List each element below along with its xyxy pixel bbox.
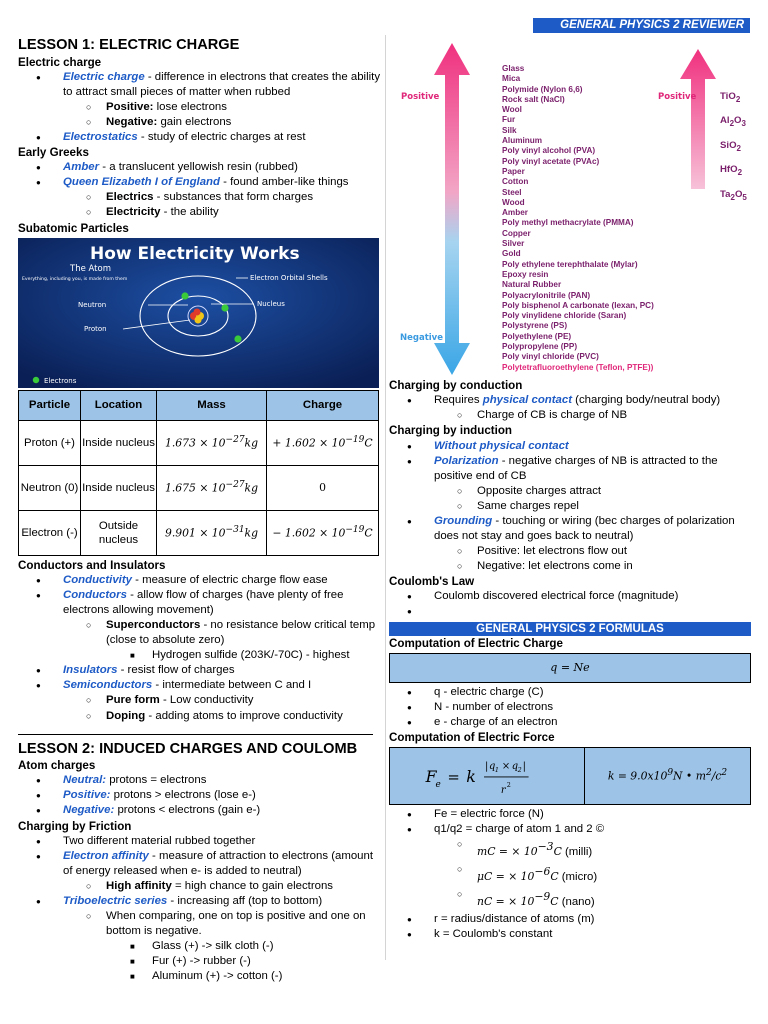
list-item	[389, 439, 751, 454]
definition: protons = electrons	[106, 774, 207, 787]
definition: - Low conductivity	[159, 694, 254, 707]
tribo-material-item: Paper	[502, 166, 525, 176]
location-cell: Inside nucleus	[81, 420, 157, 465]
definition: Two different material rubbed together	[63, 834, 256, 847]
force-computation-heading: Computation of Electric Force	[389, 730, 555, 744]
table-row	[19, 420, 379, 465]
subatomic-table	[18, 390, 379, 556]
definition: protons > electrons (lose e-)	[110, 789, 256, 802]
list-item	[389, 544, 751, 559]
definition: - measure of attraction to electrons (amount of energy released when e- is added to neutral)	[63, 849, 373, 877]
right-column	[389, 35, 751, 942]
definition: Charge of CB is charge of NB	[477, 409, 628, 422]
term: Negative:	[106, 115, 158, 128]
list-item	[18, 130, 380, 145]
tribo-material-item: Aluminum	[502, 136, 543, 146]
term: Electron affinity	[63, 849, 149, 862]
definition: Negative: let electrons come in	[477, 560, 633, 573]
definition: Positive: let electrons flow out	[477, 545, 628, 558]
list-item	[18, 190, 380, 205]
definition: - found amber-like things	[219, 176, 349, 189]
oxide-item: SiO$_2$	[720, 139, 741, 153]
document-header-banner: GENERAL PHYSICS 2 REVIEWER	[533, 18, 750, 33]
definition: - substances that form charges	[153, 191, 314, 204]
tribo-material-item: Glass	[502, 64, 525, 73]
svg-text:q: q	[488, 761, 496, 773]
term: Semiconductors	[63, 679, 153, 692]
term: physical contact	[482, 394, 573, 407]
term: High affinity	[106, 879, 172, 892]
charge-formula: q = Ne	[550, 660, 590, 674]
tribo-material-item: Cotton	[502, 177, 529, 187]
charge-formula-box	[389, 653, 751, 683]
list-item: ○ nC = × $10^{-9}C$ (nano)	[389, 887, 751, 912]
term: Doping	[106, 709, 146, 722]
lesson2-title: LESSON 2: INDUCED CHARGES AND COULOMB	[18, 740, 358, 757]
negative-label: Negative	[400, 333, 443, 343]
column-divider	[385, 35, 386, 960]
table-row	[19, 465, 379, 510]
charge-cell: + $1.602 \times 10^{-19}C$	[267, 420, 379, 465]
early-greeks-heading: Early Greeks	[18, 146, 89, 160]
term: Without physical contact	[434, 439, 569, 452]
term: Electric charge	[63, 70, 145, 83]
list-item	[389, 454, 751, 484]
conductors-list	[18, 573, 380, 723]
tribo-material-item: Copper	[502, 228, 531, 238]
term: Grounding	[434, 514, 493, 527]
definition: Coulomb discovered electrical force (magnitude)	[434, 590, 679, 603]
svg-text:r: r	[500, 785, 506, 797]
electron-dot	[234, 335, 241, 342]
charge-cell: 0	[267, 465, 379, 510]
coulomb-heading: Coulomb's Law	[389, 575, 475, 589]
list-item: ○ mC = × $10^{-3}C$ (milli)	[389, 837, 751, 862]
list-item: ● k = Coulomb's constant	[389, 927, 751, 942]
column-header: Location	[81, 390, 157, 420]
definition: - negative charges of NB is attracted to the positive end of CB	[434, 454, 718, 482]
tribo-material-item: Rock salt (NaCl)	[502, 94, 565, 104]
definition: gain electrons	[157, 115, 232, 128]
friction-heading: Charging by Friction	[18, 819, 132, 833]
electron-dot	[221, 304, 228, 311]
early-greeks-list	[18, 160, 380, 220]
list-item	[18, 834, 380, 849]
table-row	[19, 510, 379, 555]
mass-cell: $1.673 \times 10^{-27}kg$	[157, 420, 267, 465]
tribo-material-item: Poly vinyl chloride (PVC)	[502, 352, 599, 362]
term: Insulators	[63, 664, 118, 677]
term: Positive:	[106, 100, 154, 113]
electric-charge-heading: Electric charge	[18, 55, 102, 69]
tribo-material-item: Poly vinyl alcohol (PVA)	[502, 146, 596, 156]
term: Pure form	[106, 694, 160, 707]
definition: Glass (+) -> silk cloth (-)	[152, 940, 274, 953]
up-arrow-icon	[680, 49, 716, 189]
list-item	[18, 709, 380, 724]
list-item: ● q1/q2 = charge of atom 1 and 2 ©	[389, 822, 751, 837]
list-item: ● N - number of electrons	[389, 700, 751, 715]
column-header: Mass	[157, 390, 267, 420]
tribo-material-item: Polypropylene (PP)	[502, 342, 578, 352]
term: Electrostatics	[63, 130, 138, 143]
definition: - difference in electrons that creates the ability to attract small pieces of matter when rubbed	[63, 70, 381, 98]
tribo-material-item: Poly vinylidene chloride (Saran)	[502, 311, 627, 321]
term: Negative:	[63, 804, 115, 817]
definition: - a translucent yellowish resin (rubbed)	[99, 161, 298, 174]
atom-diagram-svg	[18, 238, 379, 388]
list-item	[18, 909, 380, 939]
svg-text:F: F	[425, 767, 437, 787]
svg-text:e: e	[435, 780, 441, 791]
section-divider	[18, 734, 373, 735]
particle-cell: Electron (-)	[19, 510, 81, 555]
list-item	[389, 408, 751, 423]
tribo-material-item: Silk	[502, 125, 517, 135]
list-item: ● Requires physical contact (charging body/neutral body)	[389, 393, 751, 408]
tribo-material-item: Polyacrylonitrile (PAN)	[502, 290, 591, 300]
definition: protons < electrons (gain e-)	[114, 804, 261, 817]
label-shells: Electron Orbital Shells	[250, 273, 328, 282]
induction-heading: Charging by induction	[389, 424, 513, 438]
list-item	[389, 484, 751, 499]
location-cell: Outside nucleus	[81, 510, 157, 555]
tribo-material-item: Poly ethylene terephthalate (Mylar)	[502, 259, 638, 269]
list-item	[389, 559, 751, 574]
list-item	[18, 788, 380, 803]
oxide-item: HfO$_2$	[720, 164, 743, 178]
tribo-material-item: Amber	[502, 208, 528, 218]
definition: - allow flow of charges (have plenty of free electrons allowing movement)	[63, 589, 344, 617]
list-item	[18, 693, 380, 708]
svg-text:|: |	[485, 761, 489, 773]
column-header: Charge	[267, 390, 379, 420]
atom-charges-list	[18, 773, 380, 818]
coulomb-list	[389, 589, 751, 619]
atom-diagram-image	[18, 238, 379, 388]
list-item	[18, 663, 380, 678]
tribo-material-item: Polyethylene (PE)	[502, 331, 572, 341]
definition: - resist flow of charges	[117, 664, 235, 677]
list-item: ● e - charge of an electron	[389, 715, 751, 730]
oxide-list	[720, 86, 747, 208]
definition: - increasing aff (top to bottom)	[167, 895, 323, 907]
tribo-material-item: Poly bisphenol A carbonate (lexan, PC)	[502, 300, 654, 310]
list-item	[18, 618, 380, 648]
tribo-material-item: Epoxy resin	[502, 269, 549, 279]
definition: - study of electric charges at rest	[137, 130, 306, 143]
term: Electrics	[106, 191, 154, 204]
tribo-material-item: Steel	[502, 187, 522, 197]
list-item	[18, 205, 380, 220]
force-formula-row	[389, 747, 751, 805]
image-legend: Electrons	[44, 376, 77, 385]
force-formula-box	[389, 747, 585, 805]
definition: - no resistance below critical temp (close to absolute zero)	[106, 619, 376, 647]
triboelectric-series-diagram	[389, 35, 751, 380]
list-item	[18, 573, 380, 588]
term: Electricity	[106, 206, 161, 219]
definition: - touching or wiring (bec charges of polarization does not stay and goes back to neutral)	[434, 514, 735, 542]
tribo-material-item: Polymide (Nylon 6,6)	[502, 84, 583, 94]
charge-variables-list	[389, 685, 751, 730]
oxide-item: $Ta_2O_5$	[720, 188, 747, 202]
charge-cell: − $1.602 \times 10^{-19}C$	[267, 510, 379, 555]
conduction-list	[389, 393, 751, 423]
definition: Hydrogen sulfide (203K/-70C) - highest	[152, 649, 350, 662]
tribo-material-item: Gold	[502, 249, 521, 259]
k-constant: $k = 9.0x10^9N$ • $m^2/c^2$	[607, 768, 728, 783]
subatomic-heading: Subatomic Particles	[18, 221, 129, 235]
term: Amber	[63, 161, 100, 174]
oxide-item: $Al_2O_3$	[720, 115, 746, 129]
term: Superconductors	[106, 619, 201, 632]
lesson1-title: LESSON 1: ELECTRIC CHARGE	[18, 37, 240, 53]
conduction-heading: Charging by conduction	[389, 379, 523, 392]
definition: Same charges repel	[477, 499, 579, 512]
svg-text:|: |	[522, 761, 526, 773]
list-item	[18, 678, 380, 693]
electron-dot	[181, 292, 188, 299]
label-nucleus: Nucleus	[257, 299, 285, 308]
term: Triboelectric series	[63, 895, 168, 907]
list-item: ○ μC = × $10^{-6}C$ (micro)	[389, 862, 751, 887]
location-cell: Inside nucleus	[81, 465, 157, 510]
tribo-material-item: Wood	[502, 197, 525, 207]
list-item	[389, 514, 751, 544]
list-item	[18, 100, 380, 115]
list-item: ● q - electric charge (C)	[389, 685, 751, 700]
mass-cell: $9.901 \times 10^{-31}kg$	[157, 510, 267, 555]
svg-text:×: ×	[501, 761, 511, 773]
definition: Opposite charges attract	[477, 484, 602, 497]
svg-text:1: 1	[494, 766, 500, 775]
positive-label-2: Positive	[658, 92, 697, 102]
electric-charge-list	[18, 70, 380, 145]
tribo-material-item: Mica	[502, 74, 521, 84]
image-subtitle: The Atom	[70, 263, 111, 274]
term: Conductivity	[63, 574, 132, 587]
image-title: How Electricity Works	[90, 243, 300, 264]
list-item	[18, 588, 380, 618]
list-item	[18, 70, 380, 100]
column-header: Particle	[19, 390, 81, 420]
k-constant-box	[585, 747, 751, 805]
list-item	[389, 589, 751, 604]
term: Polarization	[434, 454, 499, 467]
list-item	[18, 894, 380, 909]
list-item	[18, 879, 380, 894]
force-variables-list	[389, 807, 751, 942]
definition: = high chance to gain electrons	[171, 879, 333, 892]
positive-label: Positive	[401, 92, 440, 102]
definition: Aluminum (+) -> cotton (-)	[152, 970, 283, 983]
formulas-banner: GENERAL PHYSICS 2 FORMULAS	[389, 622, 751, 636]
svg-text:2: 2	[506, 781, 511, 790]
svg-text:k: k	[466, 767, 476, 787]
list-item	[18, 115, 380, 130]
tribo-material-item: Silver	[502, 239, 525, 249]
coulomb-formula-svg	[390, 747, 584, 805]
definition: - adding atoms to improve conductivity	[145, 709, 343, 722]
induction-list	[389, 439, 751, 574]
term: Conductors	[63, 589, 127, 602]
list-item	[18, 939, 380, 954]
list-item	[18, 803, 380, 818]
svg-text:2: 2	[517, 766, 522, 775]
particle-cell: Neutron (0)	[19, 465, 81, 510]
tribo-material-item: Fur	[502, 115, 516, 125]
tribo-material-item: Polytetrafluoroethylene (Teflon, PTFE))	[502, 362, 654, 372]
tribo-material-item: Poly vinyl acetate (PVAc)	[502, 156, 600, 166]
oxide-item: TiO$_2$	[720, 91, 741, 104]
image-caption: Everything, including you, is made from them	[22, 276, 128, 282]
list-item	[389, 604, 751, 619]
tribo-material-item: Polystyrene (PS)	[502, 321, 568, 331]
list-item: ● Fe = electric force (N)	[389, 807, 751, 822]
list-item: ● r = radius/distance of atoms (m)	[389, 912, 751, 927]
definition: - intermediate between C and I	[152, 679, 312, 692]
list-item	[18, 160, 380, 175]
mass-cell: $1.675 \times 10^{-27}kg$	[157, 465, 267, 510]
tribo-material-item: Wool	[502, 105, 522, 115]
definition: When comparing, one on top is positive and one on bottom is negative.	[106, 910, 366, 938]
tribo-material-item: Poly methyl methacrylate (PMMA)	[502, 218, 634, 228]
definition: - the ability	[160, 206, 219, 219]
list-item	[18, 648, 380, 663]
term: Queen Elizabeth I of England	[63, 176, 220, 189]
list-item	[389, 499, 751, 514]
definition: - measure of electric charge flow ease	[131, 574, 328, 587]
list-item	[18, 969, 380, 984]
svg-text:q: q	[511, 761, 519, 773]
friction-list	[18, 834, 380, 984]
definition: lose electrons	[153, 100, 227, 113]
label-neutron: Neutron	[78, 300, 107, 309]
list-item	[18, 954, 380, 969]
list-item	[18, 773, 380, 788]
atom-charges-heading: Atom charges	[18, 759, 96, 773]
up-down-arrow-icon	[434, 43, 470, 375]
particle-cell: Proton (+)	[19, 420, 81, 465]
term: Positive:	[63, 789, 111, 802]
list-item	[18, 175, 380, 190]
table-header-row	[19, 390, 379, 420]
label-proton: Proton	[84, 324, 107, 333]
term: Neutral:	[63, 774, 107, 787]
charge-computation-heading: Computation of Electric Charge	[389, 636, 563, 650]
tribo-material-list	[502, 64, 654, 373]
tribo-material-item: Natural Rubber	[502, 280, 562, 290]
conductors-heading: Conductors and Insulators	[18, 558, 166, 572]
list-item	[18, 849, 380, 879]
left-column	[18, 35, 380, 984]
svg-text:=: =	[447, 769, 460, 787]
definition: Fur (+) -> rubber (-)	[152, 955, 251, 968]
